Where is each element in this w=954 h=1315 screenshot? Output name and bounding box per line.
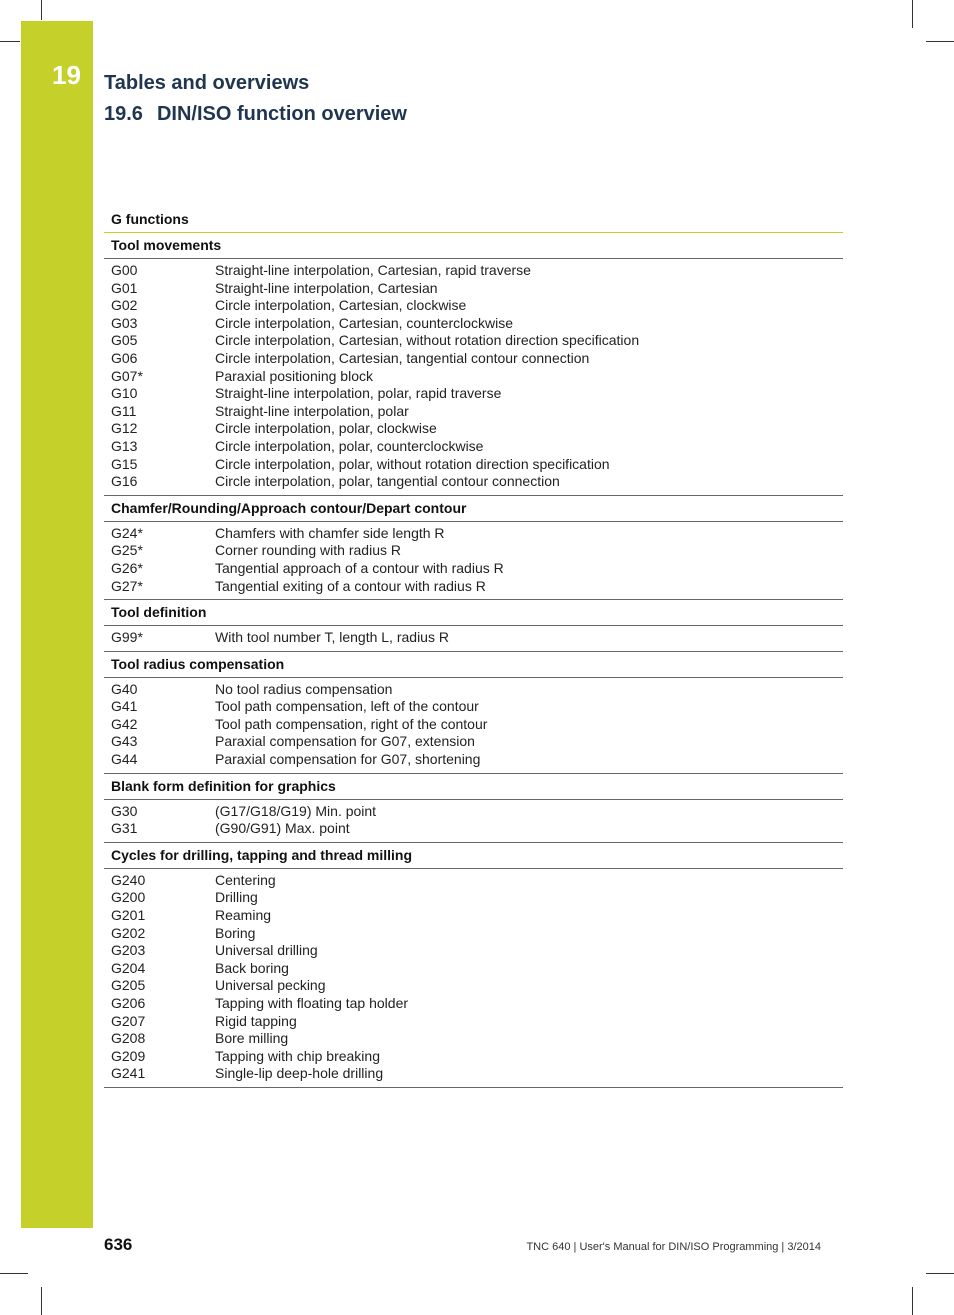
g-code: G05 [111,332,138,349]
g-code-description: Bore milling [215,1030,289,1047]
g-code-description: Tool path compensation, left of the contour [215,698,479,715]
g-code: G207 [111,1012,146,1029]
g-code-description: With tool number T, length L, radius R [215,629,449,646]
table-group [104,774,843,843]
chapter-title: Tables and overviews [104,72,310,94]
table-row [104,560,843,578]
g-code: G204 [111,959,146,976]
table-row [104,942,843,960]
g-code: G205 [111,977,146,994]
g-code: G24* [111,524,143,541]
crop-mark [0,1273,28,1274]
crop-mark [926,41,954,42]
crop-mark [912,0,913,28]
group-heading: Tool radius compensation [104,652,843,678]
table-row [104,542,843,560]
g-code-description: Circle interpolation, polar, tangential contour connection [215,473,560,490]
g-code-description: Straight-line interpolation, polar, rapid traverse [215,385,502,402]
table-row [104,698,843,716]
section-number: 19.6 [104,103,143,125]
g-code: G241 [111,1065,146,1082]
g-code: G42 [111,715,138,732]
group-heading: Tool definition [104,600,843,626]
table-row [104,629,843,647]
g-code-description: Tool path compensation, right of the contour [215,715,488,732]
table-row [104,995,843,1013]
g-code: G200 [111,889,146,906]
g-code-description: Circle interpolation, polar, counterclockwise [215,437,484,454]
g-code-description: Back boring [215,959,289,976]
g-code-description: Paraxial positioning block [215,367,373,384]
g-code-description: Circle interpolation, Cartesian, counterclockwise [215,314,514,331]
g-code: G31 [111,820,138,837]
g-code: G02 [111,297,138,314]
g-code-description: Straight-line interpolation, polar [215,402,409,419]
section-title [104,103,407,126]
group-rows [104,869,843,1087]
g-code-description: Tangential exiting of a contour with radius R [215,577,486,594]
g-functions-table [104,208,843,1088]
g-code-description: Universal pecking [215,977,326,994]
table-row [104,332,843,350]
chapter-number: 19 [52,60,81,90]
page-number: 636 [104,1235,133,1254]
table-group [104,600,843,652]
footer-text: TNC 640 | User's Manual for DIN/ISO Programming | 3/2014 [526,1241,821,1253]
g-code: G40 [111,680,138,697]
table-row [104,456,843,474]
crop-mark [926,1273,954,1274]
g-code: G44 [111,751,138,768]
table-row [104,385,843,403]
g-code: G16 [111,473,138,490]
g-code: G201 [111,907,146,924]
g-code: G202 [111,924,146,941]
table-group [104,233,843,496]
g-code: G203 [111,942,146,959]
g-code-description: Universal drilling [215,942,318,959]
g-code: G10 [111,385,138,402]
g-code: G206 [111,995,146,1011]
g-code-description: Corner rounding with radius R [215,542,401,559]
crop-mark [41,0,42,20]
table-row [104,1013,843,1031]
g-code-description: (G90/G91) Max. point [215,820,350,837]
table-row [104,280,843,298]
crop-mark [41,1287,42,1315]
table-row [104,473,843,491]
g-code-description: Circle interpolation, polar, clockwise [215,420,437,437]
group-rows [104,678,843,773]
g-code: G11 [111,402,137,419]
g-code: G25* [111,542,143,559]
table-row [104,820,843,838]
g-code-description: Reaming [215,907,272,924]
table-row [104,578,843,596]
crop-mark [0,41,20,42]
g-code-description: Rigid tapping [215,1012,297,1029]
g-code-description: Drilling [215,889,258,906]
table-row [104,872,843,890]
table-row [104,403,843,421]
section-name: DIN/ISO function overview [156,103,407,125]
g-code: G99* [111,629,143,646]
g-code-description: Boring [215,924,256,941]
g-code-description: Straight-line interpolation, Cartesian, rapid traverse [215,262,531,278]
table-row [104,1048,843,1066]
g-code: G41 [111,698,138,715]
table-row [104,438,843,456]
table-row [104,803,843,821]
table-row [104,1065,843,1083]
table-row [104,751,843,769]
g-code-description: Paraxial compensation for G07, extension [215,733,475,750]
g-code-description: Circle interpolation, Cartesian, without rotation direction specification [215,332,640,349]
g-code: G00 [111,262,138,278]
table-group [104,496,843,600]
g-code: G06 [111,349,138,366]
table-row [104,368,843,386]
g-code: G15 [111,455,138,472]
table-row [104,716,843,734]
g-code-description: Circle interpolation, polar, without rotation direction specification [215,455,610,472]
group-rows [104,522,843,599]
g-code-description: Circle interpolation, Cartesian, tangential contour connection [215,349,590,366]
g-code: G27* [111,577,143,594]
g-code-description: Tapping with chip breaking [215,1047,380,1064]
group-heading: Cycles for drilling, tapping and thread milling [104,843,843,869]
table-title: G functions [104,208,843,233]
table-row [104,1030,843,1048]
table-row [104,297,843,315]
g-code: G03 [111,314,138,331]
chapter-sidebar [21,21,93,1228]
table-row [104,262,843,280]
table-row [104,907,843,925]
group-rows [104,626,843,651]
g-code: G12 [111,420,138,437]
table-row [104,925,843,943]
table-group [104,843,843,1088]
g-code-description: (G17/G18/G19) Min. point [215,802,377,819]
table-row [104,977,843,995]
g-code: G43 [111,733,138,750]
g-code-description: No tool radius compensation [215,680,393,697]
g-code-description: Tangential approach of a contour with radius R [215,559,504,576]
table-row [104,420,843,438]
table-row [104,960,843,978]
g-code: G26* [111,559,143,576]
group-heading: Blank form definition for graphics [104,774,843,800]
g-code: G13 [111,437,138,454]
table-row [104,733,843,751]
g-code: G30 [111,802,138,819]
g-code-description: Straight-line interpolation, Cartesian [215,279,438,296]
table-row [104,889,843,907]
table-group [104,652,843,774]
group-heading: Chamfer/Rounding/Approach contour/Depart contour [104,496,843,522]
table-row [104,681,843,699]
g-code: G208 [111,1030,146,1047]
g-code-description: Single-lip deep-hole drilling [215,1065,384,1082]
g-code-description: Centering [215,871,276,888]
crop-mark [912,1287,913,1315]
g-code: G01 [111,279,138,296]
table-row [104,315,843,333]
g-code: G07* [111,367,143,384]
table-row [104,350,843,368]
g-code: G240 [111,871,146,888]
group-rows [104,259,843,495]
g-code-description: Chamfers with chamfer side length R [215,524,445,541]
g-code: G209 [111,1047,146,1064]
group-rows [104,800,843,842]
table-row [104,525,843,543]
group-heading: Tool movements [104,233,843,259]
g-code-description: Paraxial compensation for G07, shortening [215,751,481,768]
g-code-description: Tapping with floating tap holder [215,995,409,1011]
g-code-description: Circle interpolation, Cartesian, clockwise [215,297,467,314]
